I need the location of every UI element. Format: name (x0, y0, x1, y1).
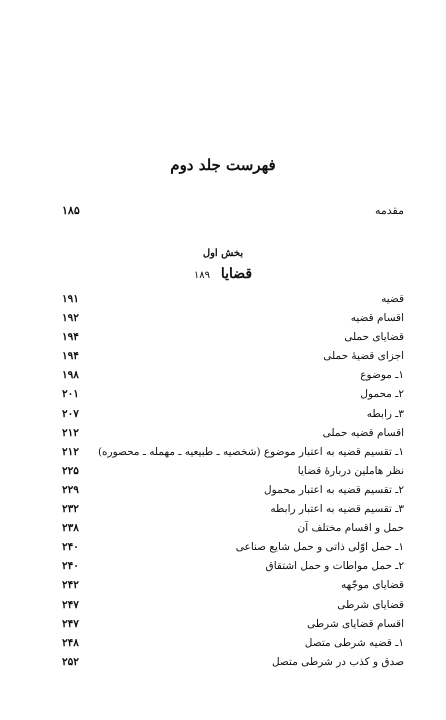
toc-entry[interactable] (40, 653, 404, 672)
toc-entry-text: مقدمه (374, 204, 404, 217)
section-label: بخش اول (202, 248, 244, 259)
toc-entry-page: ۲۳۸ (62, 522, 79, 535)
toc-entry-page: ۲۴۰ (62, 541, 79, 554)
section-title (0, 266, 446, 282)
toc-entry-text: قضایای حملی (344, 331, 404, 344)
toc-entry-page: ۲۲۵ (62, 464, 79, 477)
toc-entry-page: ۲۱۲ (62, 426, 79, 439)
toc-entry-text: حمل و اقسام مختلف آن (297, 522, 404, 535)
toc-entry-text: قضیه (381, 293, 404, 305)
toc-entry-text: صدق و کذب در شرطی متصل (271, 655, 404, 668)
toc-entry-page: ۲۴۲ (62, 579, 79, 592)
toc-entry[interactable] (40, 405, 404, 424)
toc-entry-text: ۳ـ تقسیم قضیه به اعتبار رابطه (270, 503, 404, 516)
toc-entry-text: قضایای موجّهه (340, 579, 404, 592)
toc-entry-page: ۲۴۷ (62, 598, 79, 611)
toc-entry[interactable] (40, 424, 404, 443)
toc-entry[interactable] (40, 557, 404, 576)
toc-entry-text: ۱ـ حمل اوّلی ذاتی و حمل شایع صناعی (235, 541, 404, 554)
toc-entry-page: ۲۴۸ (62, 636, 79, 649)
toc-entry-page: ۲۰۱ (62, 388, 79, 401)
toc-entry[interactable] (40, 519, 404, 538)
toc-entry[interactable] (40, 385, 404, 404)
toc-entry-page: ۲۵۲ (62, 655, 79, 668)
toc-entry-text: اقسام قضیه حملی (322, 426, 404, 439)
toc-entry[interactable] (40, 366, 404, 385)
toc-entry[interactable] (40, 462, 404, 481)
toc-entry-page: ۲۰۷ (62, 407, 79, 420)
toc-entry-page: ۱۹۴ (62, 331, 79, 344)
toc-entry-text: ۳ـ رابطه (366, 407, 404, 420)
toc-entry[interactable] (40, 500, 404, 519)
toc-entry-text: ۱ـ تقسیم قضیه به اعتبار موضوع (شخصیه ـ طبیعیه ـ مهمله ـ محصوره) (97, 445, 404, 458)
toc-entry[interactable] (40, 443, 404, 462)
toc-entry-introduction[interactable] (40, 204, 404, 224)
toc-entry-text: اقسام قضایای شرطی (306, 617, 404, 630)
toc-entry[interactable] (40, 347, 404, 366)
toc-entry-page: ۱۹۱ (62, 293, 79, 305)
toc-entry[interactable] (40, 576, 404, 595)
toc-entry-text: اقسام قضیه (350, 312, 404, 325)
toc-entry-text: ۱ـ قضیه شرطی متصل (304, 636, 404, 649)
page-title: فهرست جلد دوم (170, 156, 276, 174)
toc-entry-text: نظر هاملین دربارهٔ قضایا (297, 464, 404, 477)
toc-entry[interactable] (40, 290, 404, 309)
toc-entry-text: ۲ـ تقسیم قضیه به اعتبار محمول (264, 483, 404, 496)
toc-entry-page: ۱۹۲ (62, 312, 79, 325)
section-title-text: قضایا (220, 266, 253, 282)
toc-entry-text: اجزای قضیهٔ حملی (323, 350, 404, 363)
toc-list (40, 290, 404, 672)
toc-entry-text: ۱ـ موضوع (360, 369, 404, 382)
toc-entry-page: ۱۹۸ (62, 369, 79, 382)
toc-entry[interactable] (40, 634, 404, 653)
toc-entry[interactable] (40, 328, 404, 347)
toc-entry[interactable] (40, 309, 404, 328)
toc-entry[interactable] (40, 481, 404, 500)
toc-entry-page: ۲۴۰ (62, 560, 79, 573)
toc-entry[interactable] (40, 596, 404, 615)
toc-entry[interactable] (40, 615, 404, 634)
toc-entry-text: قضایای شرطی (337, 598, 404, 611)
section-title-page: ۱۸۹ (193, 270, 210, 281)
toc-entry-page: ۲۴۷ (62, 617, 79, 630)
toc-entry-page: ۲۳۲ (62, 503, 79, 516)
toc-entry-text: ۲ـ حمل مواطات و حمل اشتقاق (265, 560, 404, 573)
toc-entry-page: ۱۸۵ (62, 204, 80, 217)
toc-entry-page: ۱۹۴ (62, 350, 79, 363)
toc-entry-page: ۲۱۲ (62, 445, 79, 458)
toc-entry-page: ۲۲۹ (62, 483, 79, 496)
toc-entry[interactable] (40, 538, 404, 557)
toc-entry-text: ۲ـ محمول (360, 388, 404, 401)
